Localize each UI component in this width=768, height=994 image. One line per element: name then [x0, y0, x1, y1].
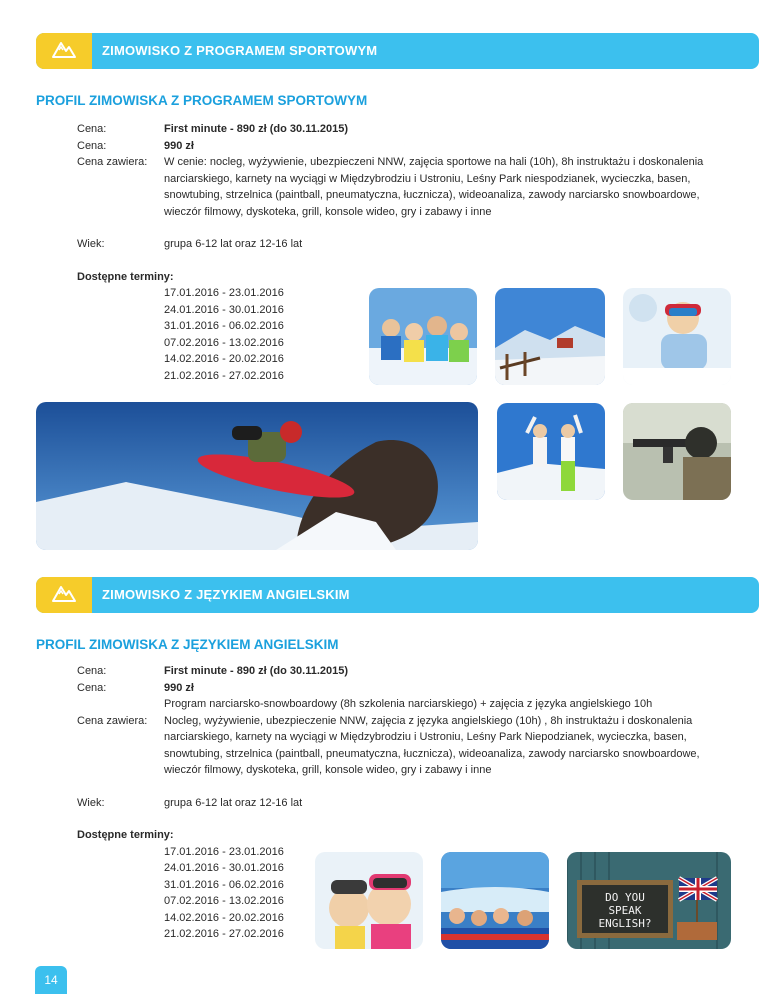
mountain-icon: [50, 38, 78, 65]
photo-mountain-view: [495, 288, 605, 385]
price-first-minute: First minute - 890 zł (do 30.11.2015): [164, 123, 349, 135]
price-first-minute: First minute - 890 zł (do 30.11.2015): [164, 665, 349, 677]
photo-child-skier: [623, 288, 731, 385]
includes-label: Cena zawiera:: [77, 156, 148, 168]
term-item: 24.01.2016 - 30.01.2016: [164, 303, 284, 316]
includes-text: W cenie: nocleg, wyżywienie, ubezpieczeni NNW, zajęcia sportowe na hali (10h), 8h instruktażu i doskonalenia narciarskiego, karnety na wyciągi w Międzybrodziu i Ustroniu, Leśny Park niespodzianek, wycieczka, basen, snowtubing, strzelnica (paintball, pneumatyczna, łucznicza), wideoanaliza, zawody narciarsko snowboardowe, wieczór filmowy, dyskoteka, grill, konsole wideo, gry i zabawy i inne: [164, 156, 704, 218]
photo-family-snow: [369, 288, 477, 385]
price-regular: 990 zł: [164, 681, 194, 694]
term-item: 17.01.2016 - 23.01.2016: [164, 845, 284, 858]
term-item: 31.01.2016 - 06.02.2016: [164, 320, 284, 332]
photo-chalkboard-english: [567, 852, 731, 949]
banner-title: ZIMOWISKO Z JĘZYKIEM ANGIELSKIM: [102, 587, 350, 602]
term-item: 07.02.2016 - 13.02.2016: [164, 336, 284, 349]
banner-title: ZIMOWISKO Z PROGRAMEM SPORTOWYM: [102, 43, 378, 58]
age-label: Wiek:: [77, 796, 105, 809]
chalkboard-line: SPEAK: [608, 904, 642, 917]
program-line: Program narciarsko-snowboardowy (8h szkolenia narciarskiego) + zajęcia z języka angielskiego 10h: [164, 698, 653, 710]
includes-label: Cena zawiera:: [77, 714, 148, 727]
page-number: 14: [35, 966, 67, 994]
price-label: Cena:: [77, 665, 107, 677]
price-label: Cena:: [77, 681, 107, 694]
age-text: grupa 6-12 lat oraz 12-16 lat: [164, 238, 303, 250]
term-item: 14.02.2016 - 20.02.2016: [164, 911, 284, 924]
term-item: 17.01.2016 - 23.01.2016: [164, 287, 284, 299]
term-item: 07.02.2016 - 13.02.2016: [164, 895, 284, 907]
section-banner-english: [36, 577, 759, 613]
photo-snowboarder-jump: [36, 402, 478, 550]
age-text: grupa 6-12 lat oraz 12-16 lat: [164, 796, 303, 809]
photo-kids-goggles: [315, 852, 423, 949]
section-heading: PROFIL ZIMOWISKA Z PROGRAMEM SPORTOWYM: [36, 93, 368, 108]
price-regular: 990 zł: [164, 139, 194, 152]
photo-skiers-celebrate: [497, 403, 605, 500]
terms-label: Dostępne terminy:: [77, 829, 174, 841]
mountain-icon: [50, 582, 78, 609]
section-heading: PROFIL ZIMOWISKA Z JĘZYKIEM ANGIELSKIM: [36, 637, 339, 652]
banner-badge: [36, 577, 92, 613]
term-item: 31.01.2016 - 06.02.2016: [164, 878, 284, 891]
term-item: 21.02.2016 - 27.02.2016: [164, 369, 284, 382]
photo-paintball: [623, 403, 731, 500]
term-item: 24.01.2016 - 30.01.2016: [164, 862, 284, 874]
term-item: 14.02.2016 - 20.02.2016: [164, 353, 284, 365]
terms-label: Dostępne terminy:: [77, 270, 174, 283]
chalkboard-line: DO YOU: [605, 891, 645, 904]
includes-text: Nocleg, wyżywienie, ubezpieczenie NNW, zajęcia z języka angielskiego (10h) , 8h instruktażu i doskonalenia narciarskiego, karnety na wyciągi w Międzybrodziu i Ustroniu, Leśny Park Niepodzianek, wycieczka, basen, snowtubing, strzelnica (paintball, pneumatyczna, łucznicza), wideoanaliza, zawody narciarsko snowboardowe, wieczór filmowy, dyskoteka, grill, konsole wideo, gry i zabawy i inne: [164, 714, 700, 776]
term-item: 21.02.2016 - 27.02.2016: [164, 928, 284, 940]
chalkboard-line: ENGLISH?: [598, 917, 652, 930]
price-label: Cena:: [77, 123, 107, 135]
photo-pool-kids: [441, 852, 549, 949]
price-label: Cena:: [77, 139, 107, 152]
banner-badge: [36, 33, 92, 69]
section-banner-sport: [36, 33, 759, 69]
age-label: Wiek:: [77, 238, 105, 250]
